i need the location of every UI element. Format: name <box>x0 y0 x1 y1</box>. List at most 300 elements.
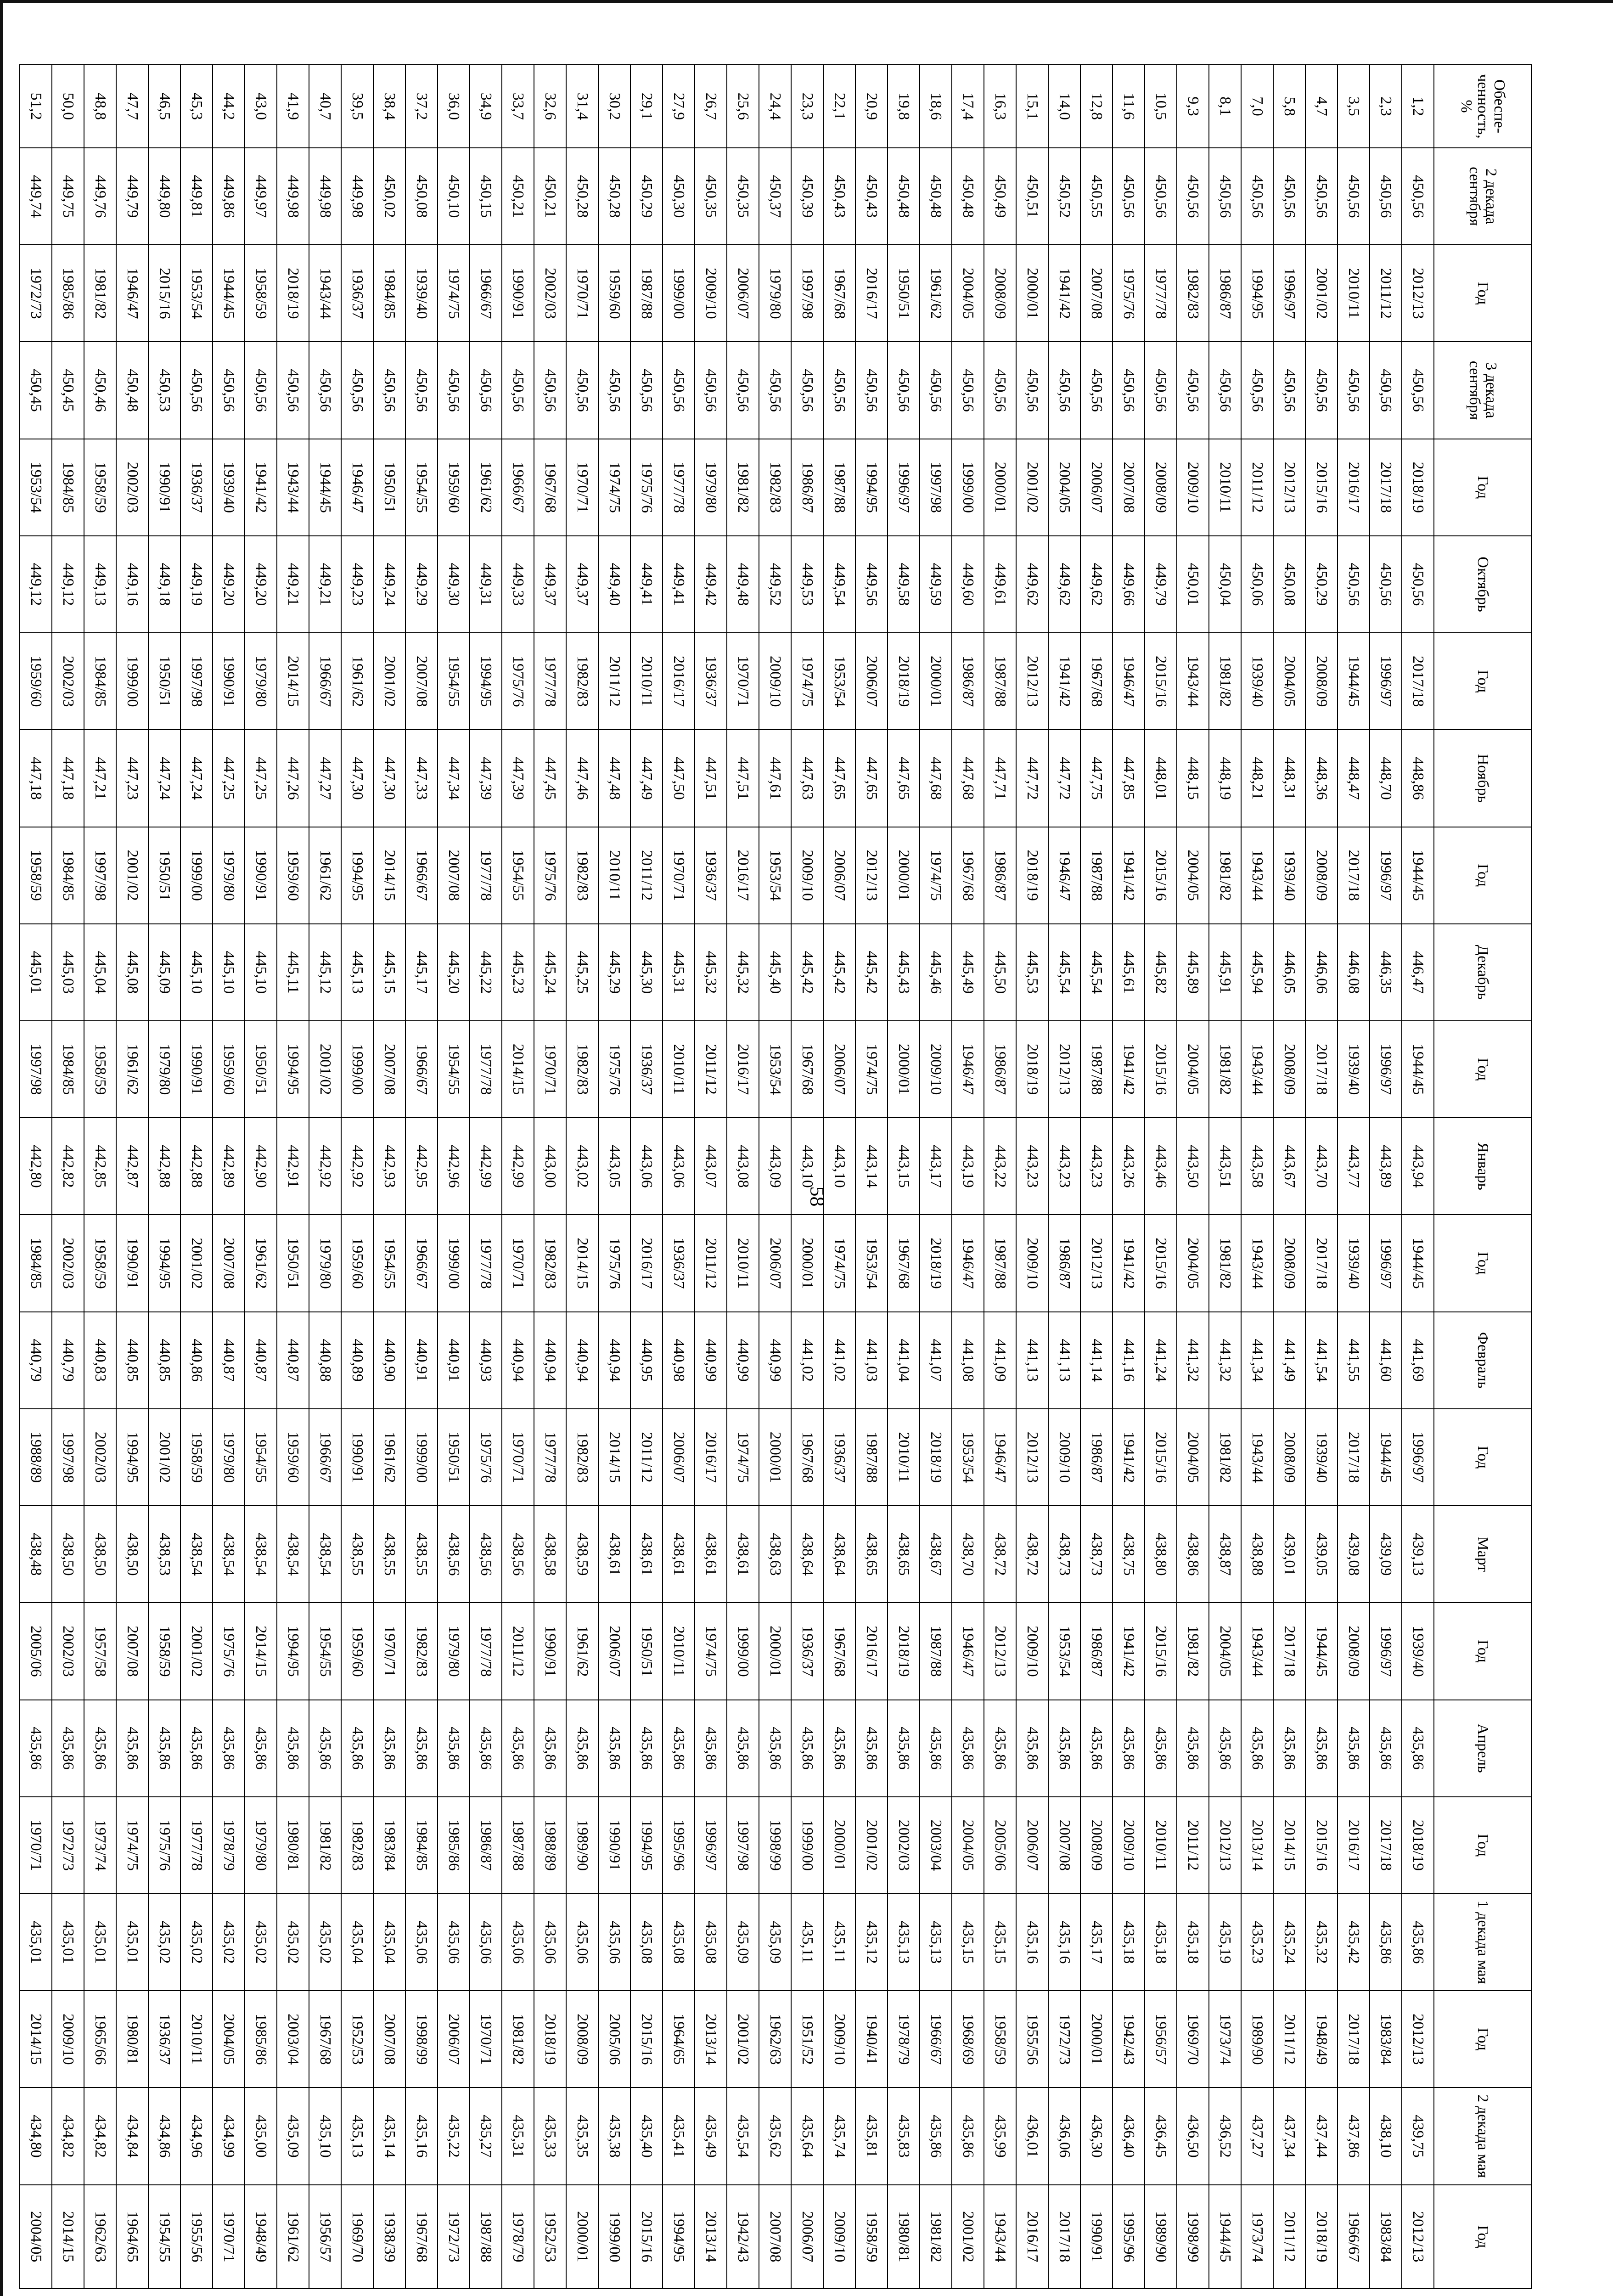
level-value-cell: 441,03 <box>855 1312 888 1409</box>
level-value-cell: 446,47 <box>1402 924 1434 1021</box>
year-cell: 1970/71 <box>727 633 759 730</box>
year-cell: 1944/45 <box>1402 1215 1434 1311</box>
level-value-cell: 443,77 <box>1338 1118 1370 1215</box>
year-cell: 1986/87 <box>984 1021 1016 1118</box>
level-value-cell: 435,16 <box>1048 1894 1080 1991</box>
year-cell: 1990/91 <box>213 633 245 730</box>
level-value-cell: 445,50 <box>984 924 1016 1021</box>
level-value-cell: 439,01 <box>1273 1506 1305 1603</box>
year-cell: 1955/56 <box>1016 1991 1048 2088</box>
year-cell: 1990/91 <box>148 439 180 536</box>
year-cell: 1974/75 <box>855 1021 888 1118</box>
year-cell: 1994/95 <box>116 1409 148 1506</box>
level-value-cell: 443,02 <box>566 1118 598 1215</box>
year-cell: 2005/06 <box>984 1797 1016 1894</box>
year-cell: 1990/91 <box>180 1021 213 1118</box>
table-row <box>1177 65 1209 2289</box>
level-value-cell: 438,64 <box>791 1506 823 1603</box>
level-value-cell: 442,85 <box>84 1118 116 1215</box>
level-value-cell: 449,31 <box>470 536 502 633</box>
level-value-cell: 447,72 <box>1016 730 1048 827</box>
year-cell: 1964/65 <box>663 1991 695 2088</box>
year-cell: 2006/07 <box>663 1409 695 1506</box>
level-value-cell: 447,34 <box>438 730 470 827</box>
probability-cell: 11,6 <box>1113 65 1145 148</box>
year-cell: 1987/88 <box>984 1215 1016 1311</box>
level-value-cell: 440,87 <box>277 1312 309 1409</box>
level-value-cell: 450,02 <box>373 148 405 245</box>
level-value-cell: 443,22 <box>984 1118 1016 1215</box>
year-cell: 2017/18 <box>1273 1603 1305 1699</box>
level-value-cell: 438,54 <box>213 1506 245 1603</box>
level-value-cell: 447,65 <box>855 730 888 827</box>
year-cell: 1936/37 <box>695 827 727 924</box>
year-cell: 1990/91 <box>534 1603 566 1699</box>
year-cell: 1939/40 <box>1241 633 1273 730</box>
level-value-cell: 449,18 <box>148 536 180 633</box>
level-value-cell: 435,86 <box>534 1700 566 1797</box>
year-cell: 1974/75 <box>438 245 470 342</box>
level-value-cell: 450,10 <box>438 148 470 245</box>
year-cell: 1961/62 <box>277 2185 309 2289</box>
year-cell: 1939/40 <box>1402 1603 1434 1699</box>
level-value-cell: 450,56 <box>1080 342 1113 439</box>
level-value-cell: 434,82 <box>84 2088 116 2184</box>
year-cell: 1978/79 <box>213 1797 245 1894</box>
year-cell: 1962/63 <box>84 2185 116 2289</box>
year-cell: 1981/82 <box>920 2185 952 2289</box>
level-value-cell: 447,24 <box>180 730 213 827</box>
table-row <box>373 65 405 2289</box>
level-value-cell: 445,23 <box>502 924 534 1021</box>
level-value-cell: 441,32 <box>1177 1312 1209 1409</box>
level-value-cell: 435,04 <box>373 1894 405 1991</box>
year-cell: 2017/18 <box>1338 827 1370 924</box>
level-value-cell: 435,24 <box>1273 1894 1305 1991</box>
level-value-cell: 450,21 <box>502 148 534 245</box>
level-value-cell: 450,06 <box>1241 536 1273 633</box>
year-cell: 1967/68 <box>952 827 984 924</box>
level-value-cell: 450,56 <box>1338 148 1370 245</box>
year-cell: 1965/66 <box>84 1991 116 2088</box>
level-value-cell: 443,17 <box>920 1118 952 1215</box>
year-cell: 1999/00 <box>791 1797 823 1894</box>
year-cell: 1952/53 <box>534 2185 566 2289</box>
year-cell: 2001/02 <box>952 2185 984 2289</box>
level-value-cell: 441,69 <box>1402 1312 1434 1409</box>
year-cell: 1975/76 <box>534 827 566 924</box>
year-cell: 1988/89 <box>20 1409 52 1506</box>
year-cell: 1984/85 <box>52 827 84 924</box>
level-value-cell: 447,75 <box>1080 730 1113 827</box>
year-cell: 1981/82 <box>309 1797 341 1894</box>
year-cell: 1946/47 <box>341 439 373 536</box>
year-cell: 1997/98 <box>180 633 213 730</box>
year-cell: 2013/14 <box>695 2185 727 2289</box>
level-value-cell: 447,71 <box>984 730 1016 827</box>
table-row <box>341 65 373 2289</box>
level-value-cell: 441,34 <box>1241 1312 1273 1409</box>
level-value-cell: 450,53 <box>148 342 180 439</box>
probability-cell: 36,0 <box>438 65 470 148</box>
year-cell: 2010/11 <box>1209 439 1241 536</box>
year-cell: 1967/68 <box>791 1021 823 1118</box>
level-value-cell: 445,08 <box>116 924 148 1021</box>
year-cell: 1979/80 <box>759 245 791 342</box>
column-header: 3 декада сентября <box>1434 342 1531 439</box>
level-value-cell: 435,17 <box>1080 1894 1113 1991</box>
year-cell: 2004/05 <box>1273 633 1305 730</box>
year-cell: 1986/87 <box>791 439 823 536</box>
year-cell: 1959/60 <box>598 245 630 342</box>
year-cell: 2017/18 <box>1305 1021 1338 1118</box>
year-cell: 2016/17 <box>727 1021 759 1118</box>
level-value-cell: 442,99 <box>470 1118 502 1215</box>
year-cell: 1981/82 <box>1209 827 1241 924</box>
year-cell: 1977/78 <box>663 439 695 536</box>
year-cell: 1998/99 <box>405 1991 438 2088</box>
year-cell: 2014/15 <box>52 2185 84 2289</box>
table-row <box>438 65 470 2289</box>
year-cell: 1999/00 <box>438 1215 470 1311</box>
year-cell: 2007/08 <box>213 1215 245 1311</box>
level-value-cell: 449,81 <box>180 148 213 245</box>
level-value-cell: 438,55 <box>373 1506 405 1603</box>
year-cell: 1994/95 <box>470 633 502 730</box>
level-value-cell: 450,56 <box>1145 148 1177 245</box>
table-row <box>695 65 727 2289</box>
year-cell: 2007/08 <box>759 2185 791 2289</box>
year-cell: 2011/12 <box>695 1021 727 1118</box>
level-value-cell: 445,40 <box>759 924 791 1021</box>
year-cell: 1943/44 <box>1241 827 1273 924</box>
level-value-cell: 435,09 <box>727 1894 759 1991</box>
year-cell: 1967/68 <box>823 1603 855 1699</box>
year-cell: 1985/86 <box>245 1991 277 2088</box>
level-value-cell: 439,08 <box>1338 1506 1370 1603</box>
year-cell: 1989/90 <box>566 1797 598 1894</box>
year-cell: 1977/78 <box>534 633 566 730</box>
year-cell: 1944/45 <box>309 439 341 536</box>
year-cell: 2017/18 <box>1338 1409 1370 1506</box>
level-value-cell: 439,75 <box>1402 2088 1434 2184</box>
year-cell: 2006/07 <box>823 827 855 924</box>
level-value-cell: 445,49 <box>952 924 984 1021</box>
table-row <box>1016 65 1048 2289</box>
year-cell: 2011/12 <box>630 1409 663 1506</box>
level-value-cell: 437,34 <box>1273 2088 1305 2184</box>
year-cell: 2016/17 <box>1016 2185 1048 2289</box>
year-cell: 2018/19 <box>1402 439 1434 536</box>
level-value-cell: 450,48 <box>888 148 920 245</box>
level-value-cell: 438,72 <box>984 1506 1016 1603</box>
level-value-cell: 445,11 <box>277 924 309 1021</box>
year-cell: 1996/97 <box>1370 633 1402 730</box>
year-cell: 1970/71 <box>502 1409 534 1506</box>
year-cell: 1979/80 <box>309 1215 341 1311</box>
level-value-cell: 440,87 <box>245 1312 277 1409</box>
level-value-cell: 435,86 <box>1370 1894 1402 1991</box>
level-value-cell: 435,18 <box>1177 1894 1209 1991</box>
year-cell: 1943/44 <box>277 439 309 536</box>
year-cell: 1972/73 <box>438 2185 470 2289</box>
probability-cell: 51,2 <box>20 65 52 148</box>
year-cell: 2000/01 <box>566 2185 598 2289</box>
level-value-cell: 447,23 <box>116 730 148 827</box>
year-cell: 1950/51 <box>148 633 180 730</box>
year-cell: 1958/59 <box>84 1021 116 1118</box>
year-cell: 1941/42 <box>1113 1603 1145 1699</box>
level-value-cell: 438,54 <box>180 1506 213 1603</box>
year-cell: 2013/14 <box>695 1991 727 2088</box>
year-cell: 1939/40 <box>213 439 245 536</box>
year-cell: 2000/01 <box>1080 1991 1113 2088</box>
level-value-cell: 445,54 <box>1080 924 1113 1021</box>
level-value-cell: 450,56 <box>1241 148 1273 245</box>
probability-cell: 38,4 <box>373 65 405 148</box>
level-value-cell: 449,20 <box>213 536 245 633</box>
level-value-cell: 449,86 <box>213 148 245 245</box>
level-value-cell: 435,12 <box>855 1894 888 1991</box>
table-row <box>920 65 952 2289</box>
level-value-cell: 447,72 <box>1048 730 1080 827</box>
year-cell: 1950/51 <box>245 1021 277 1118</box>
level-value-cell: 450,56 <box>1113 342 1145 439</box>
level-value-cell: 435,19 <box>1209 1894 1241 1991</box>
year-cell: 2013/14 <box>1241 1797 1273 1894</box>
year-cell: 1953/54 <box>855 1215 888 1311</box>
level-value-cell: 435,86 <box>920 1700 952 1797</box>
table-row <box>791 65 823 2289</box>
column-header: Март <box>1434 1506 1531 1603</box>
level-value-cell: 435,11 <box>791 1894 823 1991</box>
level-value-cell: 450,56 <box>695 342 727 439</box>
year-cell: 1975/76 <box>502 633 534 730</box>
level-value-cell: 450,56 <box>1370 536 1402 633</box>
level-value-cell: 448,19 <box>1209 730 1241 827</box>
year-cell: 1953/54 <box>20 439 52 536</box>
probability-cell: 22,1 <box>823 65 855 148</box>
probability-cell: 5,8 <box>1273 65 1305 148</box>
year-cell: 1997/98 <box>52 1409 84 1506</box>
level-value-cell: 439,05 <box>1305 1506 1338 1603</box>
year-cell: 1941/42 <box>1113 827 1145 924</box>
year-cell: 1953/54 <box>823 633 855 730</box>
level-value-cell: 450,56 <box>502 342 534 439</box>
level-value-cell: 435,86 <box>759 1700 791 1797</box>
year-cell: 2000/01 <box>823 1797 855 1894</box>
level-value-cell: 450,56 <box>566 342 598 439</box>
year-cell: 1987/88 <box>1080 1021 1113 1118</box>
year-cell: 2009/10 <box>920 1021 952 1118</box>
year-cell: 1950/51 <box>373 439 405 536</box>
level-value-cell: 436,50 <box>1177 2088 1209 2184</box>
year-cell: 2010/11 <box>1145 1797 1177 1894</box>
level-value-cell: 435,86 <box>502 1700 534 1797</box>
year-cell: 1959/60 <box>277 1409 309 1506</box>
year-cell: 1939/40 <box>1273 827 1305 924</box>
probability-cell: 1,2 <box>1402 65 1434 148</box>
year-cell: 1956/57 <box>1145 1991 1177 2088</box>
year-cell: 1946/47 <box>1048 827 1080 924</box>
column-header: 2 декада мая <box>1434 2088 1531 2184</box>
level-value-cell: 450,56 <box>823 342 855 439</box>
year-cell: 1987/88 <box>630 245 663 342</box>
year-cell: 2000/01 <box>759 1409 791 1506</box>
probability-cell: 20,9 <box>855 65 888 148</box>
table-row <box>20 65 52 2289</box>
year-cell: 1982/83 <box>1177 245 1209 342</box>
year-cell: 2011/12 <box>1241 439 1273 536</box>
probability-cell: 30,2 <box>598 65 630 148</box>
level-value-cell: 435,86 <box>470 1700 502 1797</box>
level-value-cell: 435,86 <box>20 1700 52 1797</box>
year-cell: 1936/37 <box>791 1603 823 1699</box>
year-cell: 1982/83 <box>759 439 791 536</box>
level-value-cell: 450,56 <box>1338 536 1370 633</box>
level-value-cell: 442,90 <box>245 1118 277 1215</box>
level-value-cell: 445,89 <box>1177 924 1209 1021</box>
probability-cell: 33,7 <box>502 65 534 148</box>
year-cell: 1977/78 <box>180 1797 213 1894</box>
table-row <box>245 65 277 2289</box>
level-value-cell: 445,91 <box>1209 924 1241 1021</box>
level-value-cell: 442,99 <box>502 1118 534 1215</box>
year-cell: 2018/19 <box>920 1215 952 1311</box>
year-cell: 2012/13 <box>1016 1409 1048 1506</box>
level-value-cell: 447,33 <box>405 730 438 827</box>
level-value-cell: 440,89 <box>341 1312 373 1409</box>
level-value-cell: 449,53 <box>791 536 823 633</box>
year-cell: 2009/10 <box>695 245 727 342</box>
year-cell: 1975/76 <box>1113 245 1145 342</box>
year-cell: 2014/15 <box>598 1409 630 1506</box>
level-value-cell: 450,56 <box>341 342 373 439</box>
year-cell: 1994/95 <box>341 827 373 924</box>
year-cell: 2002/03 <box>888 1797 920 1894</box>
year-cell: 2002/03 <box>52 1603 84 1699</box>
year-cell: 1995/96 <box>663 1797 695 1894</box>
year-cell: 2006/07 <box>1080 439 1113 536</box>
level-value-cell: 450,37 <box>759 148 791 245</box>
year-cell: 1977/78 <box>534 1409 566 1506</box>
year-cell: 1961/62 <box>470 439 502 536</box>
year-cell: 1974/75 <box>920 827 952 924</box>
year-cell: 2008/09 <box>566 1991 598 2088</box>
table-row <box>1209 65 1241 2289</box>
level-value-cell: 449,23 <box>341 536 373 633</box>
level-value-cell: 435,86 <box>438 1700 470 1797</box>
year-cell: 2000/01 <box>920 633 952 730</box>
level-value-cell: 442,95 <box>405 1118 438 1215</box>
year-cell: 1985/86 <box>52 245 84 342</box>
level-value-cell: 435,08 <box>630 1894 663 1991</box>
level-value-cell: 435,23 <box>1241 1894 1273 1991</box>
level-value-cell: 438,50 <box>84 1506 116 1603</box>
column-header: Год <box>1434 1215 1531 1311</box>
level-value-cell: 448,86 <box>1402 730 1434 827</box>
year-cell: 1994/95 <box>277 1603 309 1699</box>
level-value-cell: 450,43 <box>823 148 855 245</box>
year-cell: 1936/37 <box>663 1215 695 1311</box>
year-cell: 1966/67 <box>470 245 502 342</box>
level-value-cell: 438,54 <box>277 1506 309 1603</box>
level-value-cell: 434,82 <box>52 2088 84 2184</box>
year-cell: 1996/97 <box>1370 827 1402 924</box>
level-value-cell: 447,18 <box>52 730 84 827</box>
probability-cell: 45,3 <box>180 65 213 148</box>
level-value-cell: 435,86 <box>1338 1700 1370 1797</box>
level-value-cell: 435,35 <box>566 2088 598 2184</box>
year-cell: 1975/76 <box>148 1797 180 1894</box>
year-cell: 1981/82 <box>1209 633 1241 730</box>
column-header: Год <box>1434 1409 1531 1506</box>
year-cell: 2010/11 <box>180 1991 213 2088</box>
column-header: 1 декада мая <box>1434 1894 1531 1991</box>
level-value-cell: 435,86 <box>1113 1700 1145 1797</box>
column-header: Ноябрь <box>1434 730 1531 827</box>
level-value-cell: 447,48 <box>598 730 630 827</box>
level-value-cell: 440,85 <box>116 1312 148 1409</box>
year-cell: 1936/37 <box>823 1409 855 1506</box>
year-cell: 1987/88 <box>823 439 855 536</box>
year-cell: 1975/76 <box>630 439 663 536</box>
year-cell: 2018/19 <box>1016 827 1048 924</box>
year-cell: 1974/75 <box>823 1215 855 1311</box>
level-value-cell: 445,22 <box>470 924 502 1021</box>
year-cell: 1996/97 <box>695 1797 727 1894</box>
level-value-cell: 437,86 <box>1338 2088 1370 2184</box>
year-cell: 2008/09 <box>1145 439 1177 536</box>
table-row <box>309 65 341 2289</box>
table-row <box>148 65 180 2289</box>
level-value-cell: 436,01 <box>1016 2088 1048 2184</box>
level-value-cell: 448,70 <box>1370 730 1402 827</box>
level-value-cell: 450,45 <box>52 342 84 439</box>
year-cell: 2001/02 <box>373 633 405 730</box>
year-cell: 1946/47 <box>952 1021 984 1118</box>
level-value-cell: 438,55 <box>405 1506 438 1603</box>
level-value-cell: 441,32 <box>1209 1312 1241 1409</box>
year-cell: 2006/07 <box>759 1215 791 1311</box>
probability-cell: 17,4 <box>952 65 984 148</box>
year-cell: 2002/03 <box>52 1215 84 1311</box>
year-cell: 2001/02 <box>180 1603 213 1699</box>
year-cell: 2012/13 <box>1273 439 1305 536</box>
level-value-cell: 450,04 <box>1209 536 1241 633</box>
level-value-cell: 441,13 <box>1016 1312 1048 1409</box>
year-cell: 1966/67 <box>405 827 438 924</box>
level-value-cell: 440,91 <box>438 1312 470 1409</box>
level-value-cell: 450,56 <box>984 342 1016 439</box>
year-cell: 1996/97 <box>1370 1021 1402 1118</box>
column-header: Год <box>1434 439 1531 536</box>
level-value-cell: 450,56 <box>727 342 759 439</box>
year-cell: 1970/71 <box>534 1021 566 1118</box>
year-cell: 2017/18 <box>1402 633 1434 730</box>
level-value-cell: 435,86 <box>1209 1700 1241 1797</box>
level-value-cell: 435,86 <box>1370 1700 1402 1797</box>
level-value-cell: 443,00 <box>534 1118 566 1215</box>
year-cell: 1974/75 <box>791 633 823 730</box>
level-value-cell: 435,86 <box>245 1700 277 1797</box>
year-cell: 2018/19 <box>888 1603 920 1699</box>
year-cell: 1961/62 <box>116 1021 148 1118</box>
level-value-cell: 441,04 <box>888 1312 920 1409</box>
level-value-cell: 435,86 <box>1016 1700 1048 1797</box>
year-cell: 1969/70 <box>341 2185 373 2289</box>
level-value-cell: 450,46 <box>84 342 116 439</box>
